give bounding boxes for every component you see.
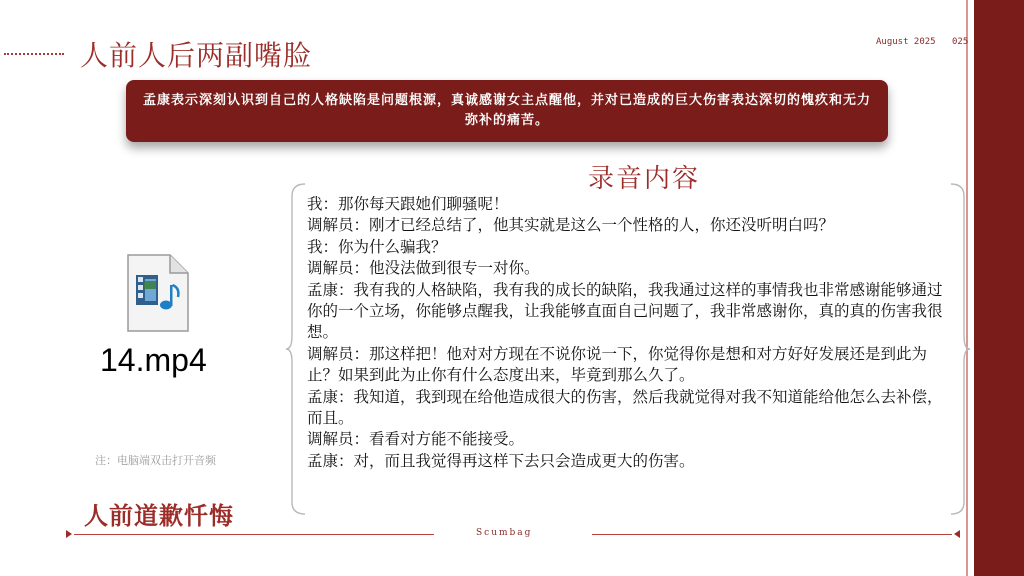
transcript-line: 我：你为什么骗我？ [307, 237, 447, 256]
footer-left-rule [74, 534, 434, 535]
page-title: 人前人后两副嘴脸 [80, 39, 313, 72]
transcript-line: 调解员：那这样把！他对对方现在不说你说一下，你觉得你是想和对方好好发展还是到此为止？如果到此为止你有什么态度出来，毕竟到那么久了。 [307, 344, 928, 385]
footer-left-arrow [66, 530, 72, 538]
footer-right-rule [592, 534, 952, 535]
transcript-line: 孟康：我知道，我到现在给他造成很大的伤害，然后我就觉得对我不知道能给他怎么去补偿，而且。 [307, 387, 943, 428]
recording-heading: 录音内容 [588, 164, 701, 194]
page-number: 025 [952, 37, 969, 47]
transcript-line: 调解员：看看对方能不能接受。 [307, 430, 525, 449]
video-file-icon[interactable] [122, 253, 192, 333]
left-brace [286, 182, 306, 516]
footer-label: Scumbag [476, 528, 533, 538]
transcript [307, 194, 943, 472]
transcript-line: 孟康：我有我的人格缺陷，我有我的成长的缺陷，我我通过这样的事情我也非常感谢能够通过你的一个立场，你能够点醒我，让我能够直面自己问题了，我非常感谢你，真的真的伤害我很想。 [307, 280, 943, 342]
file-name-label[interactable]: 14.mp4 [100, 342, 207, 378]
transcript-line: 调解员：刚才已经总结了，他其实就是这么一个性格的人，你还没听明白吗？ [307, 216, 835, 235]
right-brace [950, 182, 970, 516]
summary-banner [126, 80, 888, 142]
footer-right-arrow [954, 530, 960, 538]
title-dotted-rule [4, 53, 64, 55]
transcript-line: 我：那你每天跟她们聊骚呢！ [307, 195, 509, 213]
date-label: August 2025 [876, 37, 936, 47]
transcript-line: 调解员：他没法做到很专一对你。 [307, 259, 540, 278]
summary-banner-text: 孟康表示深刻认识到自己的人格缺陷是问题根源，真诚感谢女主点醒他，并对已造成的巨大伤害表达深切的愧疚和无力弥补的痛苦。 [142, 93, 871, 128]
right-decorative-band [974, 0, 1024, 576]
open-audio-note: 注：电脑端双击打开音频 [95, 454, 216, 467]
transcript-line: 孟康：对，而且我觉得再这样下去只会造成更大的伤害。 [307, 451, 695, 470]
apology-subheading: 人前道歉忏悔 [84, 501, 234, 530]
